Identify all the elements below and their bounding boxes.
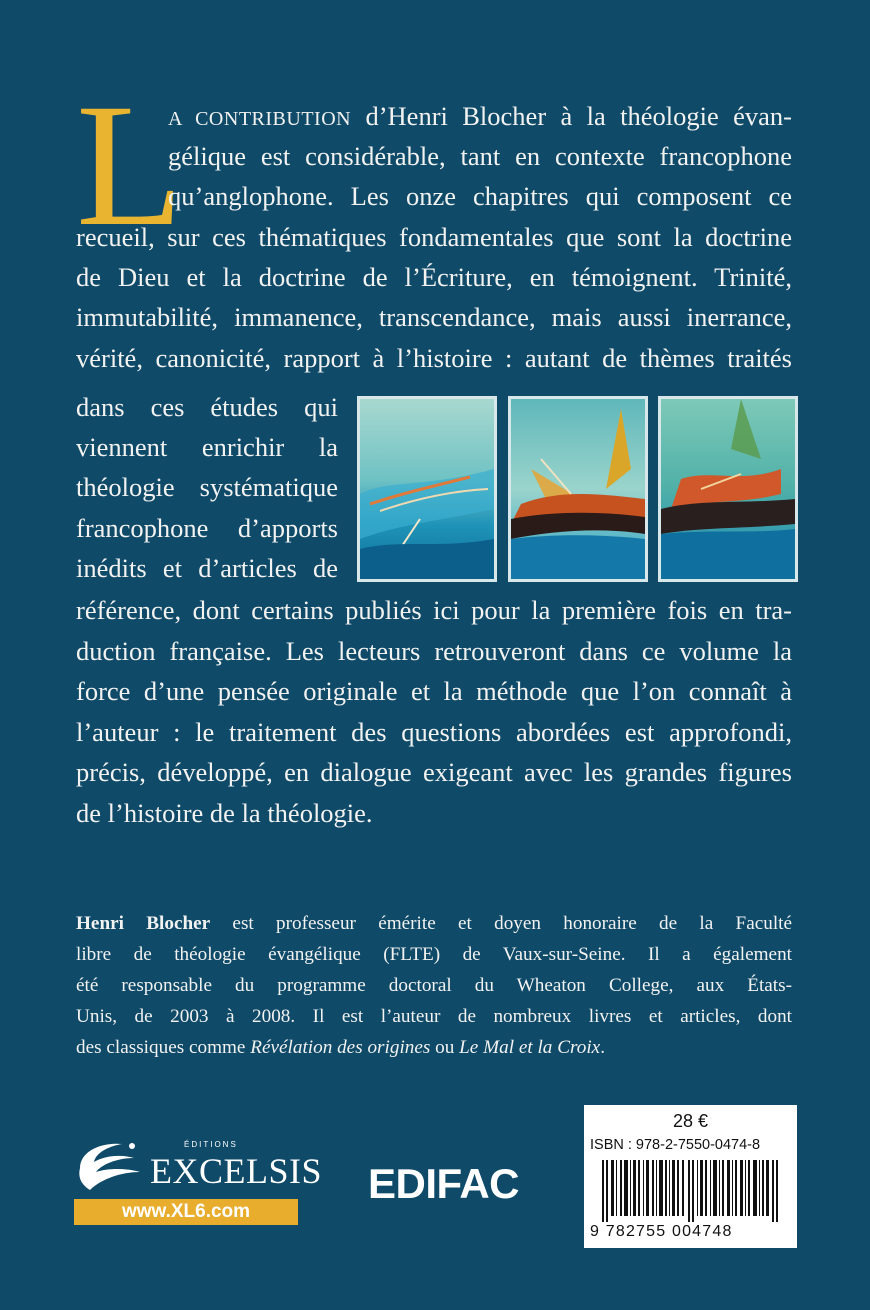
description-line-7: vérité, canonicité, rapport à l’histoire : autant de thèmes traités <box>76 343 792 373</box>
painting-right <box>658 396 798 582</box>
description-line-5: de Dieu et la doctrine de l’Écriture, en témoignent. Trinité, <box>76 262 792 292</box>
description-line-12: inédits et d’articles de <box>76 553 338 583</box>
description-line-3: qu’anglophone. Les onze chapitres qui composent ce <box>168 181 792 211</box>
author-name: Henri Blocher <box>76 913 211 934</box>
bio-line-5-a: des classiques comme <box>76 1037 251 1058</box>
excelsis-logo-text: EXCELSIS <box>150 1151 323 1191</box>
publisher-url[interactable]: www.XL6.com <box>74 1199 298 1225</box>
bio-line-1 <box>76 914 792 933</box>
description-line-16: l’auteur : le traitement des questions abordées est approfondi, <box>76 717 792 747</box>
description-line-13: référence, dont certains publiés ici pour la première fois en tra- <box>76 595 792 625</box>
book-title-1: Révélation des origines <box>250 1037 431 1058</box>
excelsis-swoosh-icon <box>74 1138 154 1194</box>
painting-left <box>357 396 497 582</box>
painting-center <box>508 396 648 582</box>
bio-line-5-b: ou <box>430 1037 460 1058</box>
description-line-2: gélique est considérable, tant en contexte francophone <box>168 141 792 171</box>
bio-line-1-rest: est professeur émérite et doyen honoraire de la Faculté <box>210 913 792 934</box>
bio-line-4: Unis, de 2003 à 2008. Il est l’auteur de nombreux livres et articles, dont <box>76 1006 792 1027</box>
edifac-logo: EDIFAC <box>368 1160 520 1207</box>
description-line-17: précis, développé, en dialogue exigeant avec les grandes figures <box>76 757 792 787</box>
drop-cap: L <box>76 68 184 263</box>
line-1-text: d’Henri Blocher à la théologie évan- <box>365 101 792 131</box>
book-title-2: Le Mal et la Croix <box>459 1037 601 1058</box>
description-line-18: de l’histoire de la théologie. <box>76 798 373 828</box>
description-line-4: recueil, sur ces thématiques fondamentales que sont la doctrine <box>76 222 792 252</box>
description-line-11: francophone d’apports <box>76 513 338 543</box>
bio-line-5-c: . <box>600 1037 605 1058</box>
bio-line-5 <box>76 1038 792 1057</box>
description-line-8: dans ces études qui <box>76 392 338 422</box>
bio-line-3: été responsable du programme doctoral du Wheaton College, aux États- <box>76 975 792 996</box>
description-line-9: viennent enrichir la <box>76 432 338 462</box>
description-line-1 <box>168 103 792 130</box>
isbn: ISBN : 978-2-7550-0474-8 <box>590 1137 761 1153</box>
description-line-6: immutabilité, immanence, transcendance, mais aussi inerrance, <box>76 302 792 332</box>
description-line-10: théologie systématique <box>76 472 338 502</box>
editions-label: ÉDITIONS <box>184 1140 238 1149</box>
description-line-15: force d’une pensée originale et la méthode que l’on connaît à <box>76 676 792 706</box>
price: 28 € <box>672 1111 709 1131</box>
bio-line-2: libre de théologie évangélique (FLTE) de Vaux-sur-Seine. Il a également <box>76 944 792 965</box>
description-line-14: duction française. Les lecteurs retrouveront dans ce volume la <box>76 636 792 666</box>
ean-digits: 9 782755 004748 <box>590 1223 733 1240</box>
barcode-icon <box>602 1160 782 1222</box>
barcode-box <box>584 1105 797 1248</box>
opening-words: A CONTRIBUTION <box>168 108 352 130</box>
